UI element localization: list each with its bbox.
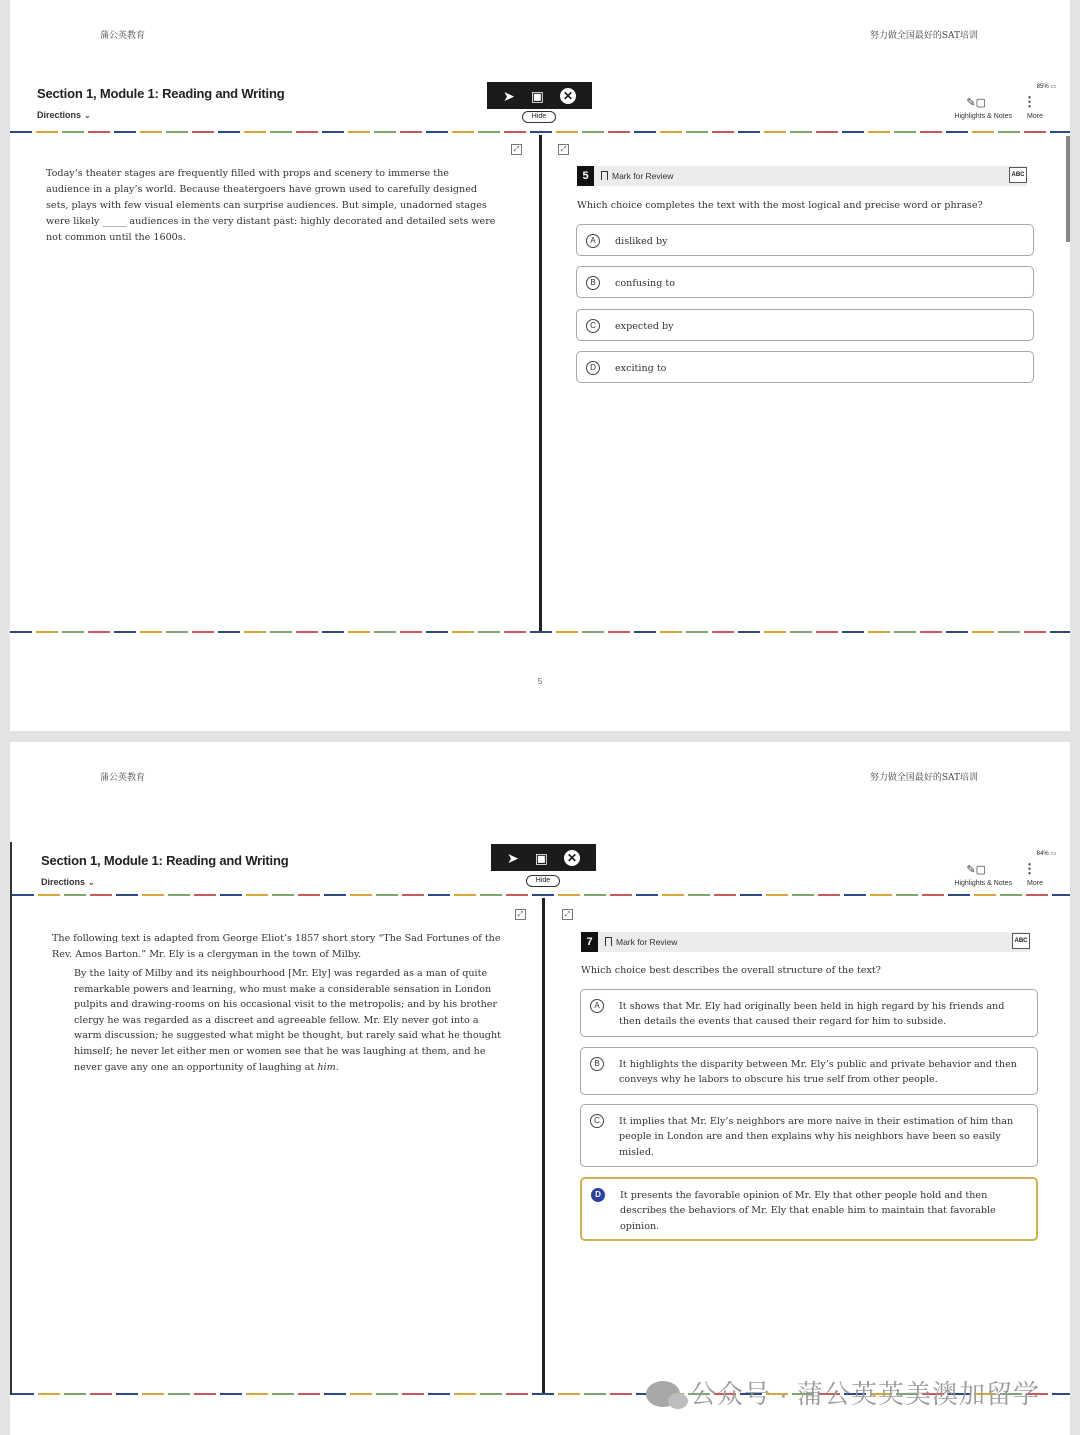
test-screen	[10, 842, 1070, 1395]
directions-dropdown[interactable]	[37, 110, 91, 120]
battery-indicator: 84% ▭	[1036, 851, 1056, 857]
page-number: 5	[537, 677, 543, 686]
chevron-down-icon: ⌄	[84, 111, 91, 120]
mark-for-review-button[interactable]: Mark for Review	[605, 937, 677, 947]
choice-letter: C	[590, 1114, 604, 1128]
choice-text: exciting to	[615, 363, 667, 374]
choice-letter: D	[591, 1188, 605, 1202]
choice-text: It implies that Mr. Ely’s neighbors are more naive in their estimation of him than people in London are and then explains why his neighbors have been so easily misled.	[619, 1116, 1014, 1158]
document-page-1	[10, 0, 1070, 731]
question-header	[577, 166, 1027, 186]
directions-label: Directions	[37, 110, 82, 120]
answer-choice-a[interactable]	[580, 989, 1038, 1037]
footer-divider	[10, 631, 1070, 633]
question-number: 5	[577, 166, 594, 186]
close-icon[interactable]: ✕	[564, 850, 580, 866]
choice-text: confusing to	[615, 278, 676, 289]
question-header	[581, 932, 1030, 952]
expand-icon[interactable]: ⤢	[558, 144, 569, 155]
timer-toolbar	[491, 844, 596, 871]
page-header-left: 蒲公英教育	[100, 31, 146, 41]
expand-icon[interactable]: ⤢	[511, 144, 522, 155]
answer-choice-d[interactable]	[580, 1177, 1038, 1241]
timer-toolbar	[487, 82, 592, 109]
page-header-right: 努力做全国最好的SAT培训	[869, 31, 978, 41]
chevron-down-icon: ⌄	[88, 878, 95, 887]
choice-letter: D	[586, 361, 600, 375]
choice-letter: A	[590, 999, 604, 1013]
wechat-icon	[646, 1381, 680, 1407]
screen-icon[interactable]: ▣	[534, 849, 548, 866]
answer-choice-c[interactable]	[576, 309, 1034, 341]
directions-label: Directions	[41, 877, 86, 887]
page-header-left: 蒲公英教育	[100, 773, 146, 783]
wechat-watermark: 公众号 · 蒲公英英美澳加留学	[646, 1374, 1040, 1411]
passage-intro: The following text is adapted from George Eliot’s 1857 short story “The Sad Fortunes of the Rev. Amos Barton.” Mr. Ely is a clergyman in the town of Milby.	[52, 933, 501, 960]
highlighter-icon[interactable]: ✎▢	[966, 864, 986, 876]
answer-choice-a[interactable]	[576, 224, 1034, 256]
choice-text: It highlights the disparity between Mr. Ely’s public and private behavior and then conveys why he labors to obscure his true self from other people.	[619, 1059, 1017, 1086]
choice-letter: B	[586, 276, 600, 290]
test-screen	[10, 75, 1070, 633]
send-icon[interactable]: ➤	[507, 849, 519, 866]
bookmark-icon	[601, 171, 608, 180]
passage-quote: By the laity of Milby and its neighbourhood [Mr. Ely] was regarded as a man of quite remarkable powers and learning, who must make a considerable sensation in London pulpits and drawing-rooms on his occasional visit to the metropolis; and by his brother clergy he was regarded as a discreet and agreeable fellow. Mr. Ely never got into a warm discussion; he suggested what might be thought, but rarely said what he thought himself; he never let either men or women see that he was laughing at them, and he never gave any one an opportunity of laughing at him.	[74, 968, 501, 1073]
answer-choice-c[interactable]	[580, 1104, 1038, 1167]
question-text: Which choice best describes the overall structure of the text?	[581, 965, 881, 976]
pane-divider[interactable]	[542, 898, 545, 1393]
section-title: Section 1, Module 1: Reading and Writing	[37, 86, 285, 101]
more-icon[interactable]: ⋮	[1023, 861, 1036, 876]
choice-text: It presents the favorable opinion of Mr. Ely that other people hold and then describes the behaviors of Mr. Ely that enable him to maintain that favorable opinion.	[620, 1190, 996, 1232]
close-icon[interactable]: ✕	[560, 88, 576, 104]
passage-text: Today’s theater stages are frequently filled with props and scenery to immerse the audience in a play’s world. Because theatergoers have grown used to carefully designed sets, plays with few visual elements can surprise audiences. But simple, unadorned stages were likely _____ audiences in the very distant past: highly decorated and detailed sets were not common until the 1600s.	[46, 168, 496, 243]
abc-eliminator-icon[interactable]: ABC	[1009, 167, 1027, 183]
more-label[interactable]: More	[1027, 880, 1043, 887]
directions-dropdown[interactable]	[41, 877, 95, 887]
screen-icon[interactable]: ▣	[530, 87, 544, 104]
question-number: 7	[581, 932, 598, 952]
choice-letter: C	[586, 319, 600, 333]
choice-text: disliked by	[615, 236, 668, 247]
highlights-notes-label[interactable]: Highlights & Notes	[954, 880, 1012, 887]
expand-icon[interactable]: ⤢	[562, 909, 573, 920]
mark-for-review-button[interactable]: Mark for Review	[601, 171, 673, 181]
pane-divider[interactable]	[539, 135, 542, 631]
highlights-notes-label[interactable]: Highlights & Notes	[954, 113, 1012, 120]
header-divider	[10, 131, 1070, 133]
choice-text: It shows that Mr. Ely had originally been held in high regard by his friends and then details the events that caused their regard for him to subside.	[619, 1001, 1005, 1028]
scrollbar[interactable]	[1066, 136, 1070, 242]
battery-indicator: 85% ▭	[1036, 84, 1056, 90]
bookmark-icon	[605, 937, 612, 946]
highlighter-icon[interactable]: ✎▢	[966, 97, 986, 109]
header-divider	[12, 894, 1070, 896]
choice-text: expected by	[615, 321, 674, 332]
answer-choice-b[interactable]	[580, 1047, 1038, 1095]
more-label[interactable]: More	[1027, 113, 1043, 120]
section-title: Section 1, Module 1: Reading and Writing	[41, 853, 289, 868]
page-header-right: 努力做全国最好的SAT培训	[869, 773, 978, 783]
hide-button[interactable]: Hide	[522, 111, 556, 123]
document-page-2	[10, 742, 1070, 1435]
send-icon[interactable]: ➤	[503, 87, 515, 104]
question-text: Which choice completes the text with the most logical and precise word or phrase?	[577, 200, 983, 211]
italic-word: him.	[317, 1061, 339, 1073]
hide-button[interactable]: Hide	[526, 875, 560, 887]
answer-choice-b[interactable]	[576, 266, 1034, 298]
expand-icon[interactable]: ⤢	[515, 909, 526, 920]
choice-letter: B	[590, 1057, 604, 1071]
choice-letter: A	[586, 234, 600, 248]
abc-eliminator-icon[interactable]: ABC	[1012, 933, 1030, 949]
more-icon[interactable]: ⋮	[1023, 94, 1036, 109]
answer-choice-d[interactable]	[576, 351, 1034, 383]
